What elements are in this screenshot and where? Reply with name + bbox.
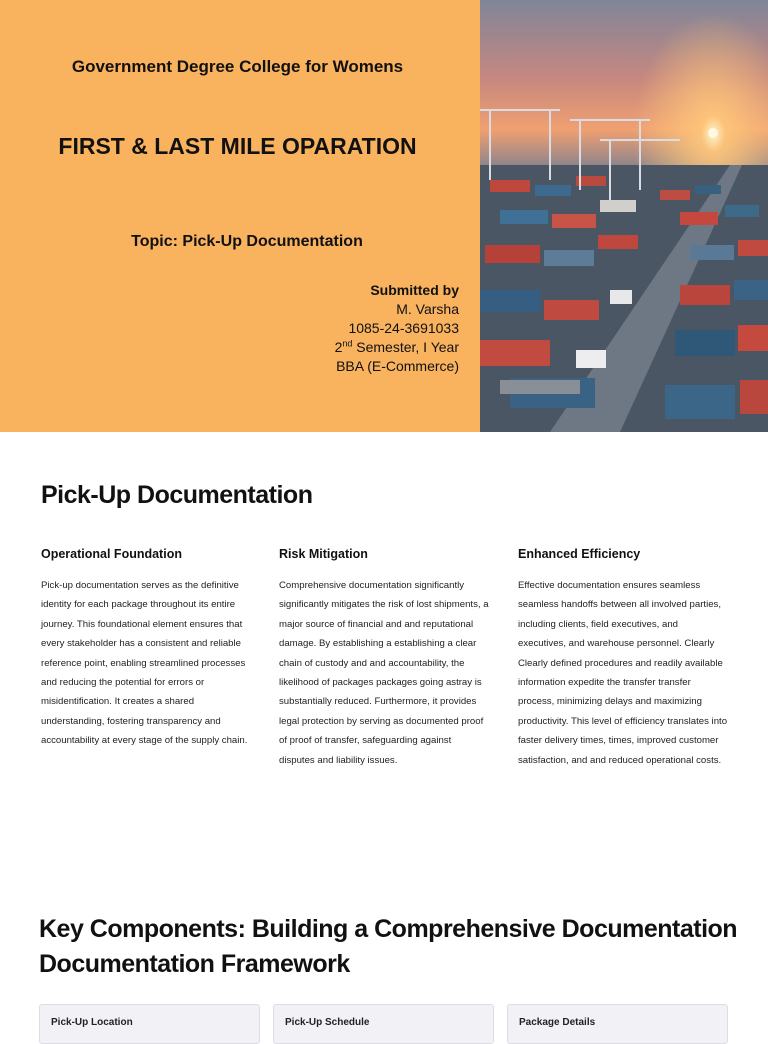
column-body: Pick-up documentation serves as the definitive identity for each package throughout its entire journey. This foundational element ensures that every stakeholder has a consistent and reliable reference point, enabling streamlined processes and reducing the potential for errors or misidentification. It creates a shared understanding, fostering transparency and accountability at every stage of the supply chain.: [41, 580, 248, 747]
column-heading: Risk Mitigation: [279, 547, 368, 561]
student-name: M. Varsha: [396, 301, 459, 317]
column-risk-mitigation: [279, 547, 489, 770]
column-operational-foundation: [41, 547, 251, 751]
card-title: Package Details: [519, 1017, 596, 1028]
submitted-by-label: Submitted by: [370, 282, 459, 298]
semester-suffix: nd: [342, 338, 353, 349]
project-title: FIRST & LAST MILE OPARATION: [58, 133, 417, 159]
college-name: Government Degree College for Womens: [71, 57, 404, 76]
column-body: Effective documentation ensures seamless seamless handoffs between all involved parties, including clients, field executives, and executives, and warehouse personnel. Clearly Clearly defined procedures and readily available information expedite the transfer transfer process, minimizing delays and maximizing productivity. This level of efficiency translates into faster delivery times, times, improved customer satisfaction, and and reduced operational costs.: [518, 580, 728, 766]
semester-text: Semester, I Year: [352, 339, 459, 355]
column-body: Comprehensive documentation significantly significantly mitigates the risk of lost shipments, a major source of financial and and reputational damage. By establishing a establishing a clear chain of custody and and accountability, the likelihood of packages packages going astray is substantially reduced. Furthermore, it provides legal protection by serving as documented proof of proof of transfer, safeguarding against disputes and liability issues.: [279, 580, 489, 766]
submission-block: [335, 281, 459, 376]
section-title: Pick-Up Documentation: [41, 481, 313, 509]
column-enhanced-efficiency: [518, 547, 728, 770]
card-package-details: [507, 1004, 728, 1044]
port-containers-sunset-image: [480, 0, 768, 432]
key-components-title: Key Components: Building a Comprehensive Documentation Documentation Framework: [39, 915, 738, 978]
semester-line: [335, 338, 459, 357]
card-pick-up-schedule: [273, 1004, 494, 1044]
roll-number: 1085-24-3691033: [348, 320, 459, 336]
card-pick-up-location: [39, 1004, 260, 1044]
column-heading: Operational Foundation: [41, 547, 182, 561]
card-title: Pick-Up Schedule: [285, 1017, 370, 1028]
cover-section: [0, 0, 768, 432]
card-title: Pick-Up Location: [51, 1017, 133, 1028]
course-name: BBA (E-Commerce): [336, 358, 459, 374]
topic-line: Topic: Pick-Up Documentation: [131, 233, 363, 250]
cover-panel: [0, 0, 480, 432]
semester-number: 2: [334, 339, 343, 355]
column-heading: Enhanced Efficiency: [518, 547, 641, 561]
